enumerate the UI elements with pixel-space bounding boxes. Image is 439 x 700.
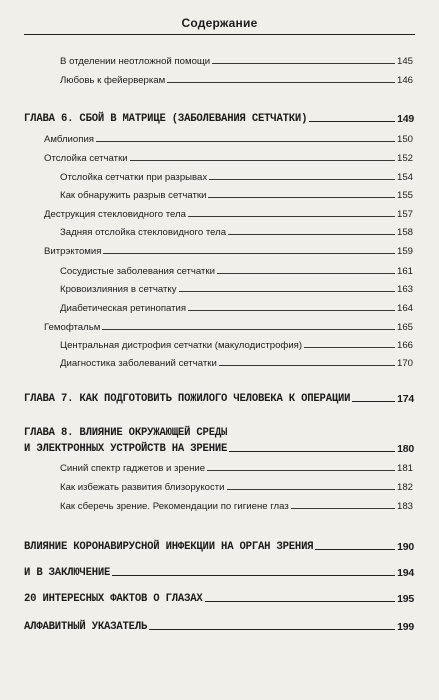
toc-chapter	[24, 393, 414, 405]
toc-entry-title: Витрэктомия	[44, 246, 102, 257]
toc-chapter-title: ГЛАВА 7. КАК ПОДГОТОВИТЬ ПОЖИЛОГО ЧЕЛОВЕКА К ОПЕРАЦИИ	[24, 393, 351, 405]
page-title: Содержание	[181, 16, 258, 30]
toc-entry-page: 166	[396, 340, 413, 351]
leader-line	[309, 121, 395, 122]
toc-entry-page: 170	[396, 358, 413, 369]
toc-entry-title: Как сберечь зрение. Рекомендации по гигиене глаз	[60, 501, 289, 512]
leader-line	[188, 216, 395, 217]
toc-entry-page: 146	[396, 75, 413, 86]
toc-entry	[60, 75, 413, 86]
toc-entry-title: Диагностика заболеваний сетчатки	[60, 358, 217, 369]
toc-entry	[60, 340, 413, 351]
toc-entry	[60, 501, 413, 512]
toc-entry	[60, 266, 413, 277]
toc-entry-title: Задняя отслойка стекловидного тела	[60, 227, 227, 238]
toc-entry	[60, 303, 413, 314]
toc-chapter-page: 195	[397, 593, 414, 605]
toc-chapter-title: ВЛИЯНИЕ КОРОНАВИРУСНОЙ ИНФЕКЦИИ НА ОРГАН ЗРЕНИЯ	[24, 541, 314, 553]
toc-entry-title: Как избежать развития близорукости	[60, 482, 225, 493]
toc-entry-title: В отделении неотложной помощи	[60, 56, 211, 67]
toc-entry-title: Любовь к фейерверкам	[60, 75, 166, 86]
toc-chapter-page: 199	[397, 621, 414, 633]
toc-entry-title: Как обнаружить разрыв сетчатки	[60, 190, 207, 201]
leader-line	[179, 291, 395, 292]
toc-entry-page: 164	[396, 303, 413, 314]
leader-line	[167, 82, 395, 83]
toc-entry	[60, 358, 413, 369]
toc-entry	[44, 322, 413, 333]
toc-chapter-page: 174	[397, 393, 414, 405]
toc-entry-title: Деструкция стекловидного тела	[44, 209, 186, 220]
toc-entry-page: 145	[396, 56, 413, 67]
toc-chapter-title: ГЛАВА 6. СБОЙ В МАТРИЦЕ (ЗАБОЛЕВАНИЯ СЕТЧАТКИ)	[24, 113, 308, 125]
leader-line	[227, 489, 395, 490]
toc-chapter	[24, 541, 414, 553]
toc-chapter-page: 190	[397, 541, 414, 553]
toc-chapter-title: АЛФАВИТНЫЙ УКАЗАТЕЛЬ	[24, 621, 148, 633]
toc-chapter-title: И В ЗАКЛЮЧЕНИЕ	[24, 567, 111, 579]
leader-line	[207, 470, 395, 471]
toc-entry-title: Гемофтальм	[44, 322, 101, 333]
leader-line	[352, 401, 395, 402]
toc-entry-page: 157	[396, 209, 413, 220]
toc-chapter-title-line1: ГЛАВА 8. ВЛИЯНИЕ ОКРУЖАЮЩЕЙ СРЕДЫ	[24, 427, 228, 439]
toc-entry-page: 183	[396, 501, 413, 512]
leader-line	[304, 347, 395, 348]
leader-line	[103, 253, 395, 254]
toc-chapter	[24, 621, 414, 633]
leader-line	[219, 365, 395, 366]
toc-entry	[60, 463, 413, 474]
toc-entry	[44, 246, 413, 257]
toc-entry	[60, 284, 413, 295]
leader-line	[130, 160, 395, 161]
leader-line	[149, 629, 395, 630]
toc-entry-page: 152	[396, 153, 413, 164]
toc-chapter-page: 180	[397, 443, 414, 455]
leader-line	[96, 141, 395, 142]
toc-chapter	[24, 567, 414, 579]
toc-entry-page: 182	[396, 482, 413, 493]
toc-entry-title: Амблиопия	[44, 134, 94, 145]
leader-line	[102, 329, 395, 330]
leader-line	[291, 508, 395, 509]
toc-entry	[60, 190, 413, 201]
toc-chapter-page: 149	[397, 113, 414, 125]
toc-entry	[44, 134, 413, 145]
leader-line	[188, 310, 395, 311]
toc-entry-title: Отслойка сетчатки при разрывах	[60, 172, 208, 183]
leader-line	[228, 234, 395, 235]
toc-entry-page: 154	[396, 172, 413, 183]
leader-line	[208, 197, 395, 198]
toc-chapter-title: 20 ИНТЕРЕСНЫХ ФАКТОВ О ГЛАЗАХ	[24, 593, 203, 605]
toc-entry-title: Диабетическая ретинопатия	[60, 303, 187, 314]
toc-entry-page: 163	[396, 284, 413, 295]
toc-entry-page: 158	[396, 227, 413, 238]
leader-line	[229, 451, 395, 452]
toc-entry-page: 150	[396, 134, 413, 145]
toc-entry	[44, 153, 413, 164]
toc-entry-page: 165	[396, 322, 413, 333]
leader-line	[209, 179, 395, 180]
toc-chapter	[24, 113, 414, 125]
toc-entry-page: 159	[396, 246, 413, 257]
toc-entry-title: Кровоизлияния в сетчатку	[60, 284, 177, 295]
toc-chapter-title: И ЭЛЕКТРОННЫХ УСТРОЙСТВ НА ЗРЕНИЕ	[24, 443, 228, 455]
toc-entry	[60, 56, 413, 67]
toc-entry-title: Центральная дистрофия сетчатки (макулодистрофия)	[60, 340, 303, 351]
toc-entry-page: 155	[396, 190, 413, 201]
toc-entry-page: 181	[396, 463, 413, 474]
toc-chapter-page: 194	[397, 567, 414, 579]
toc-entry-title: Синий спектр гаджетов и зрение	[60, 463, 206, 474]
leader-line	[112, 575, 395, 576]
leader-line	[212, 63, 395, 64]
toc-chapter	[24, 593, 414, 605]
leader-line	[205, 601, 396, 602]
leader-line	[315, 549, 395, 550]
leader-line	[217, 273, 395, 274]
toc-entry-title: Сосудистые заболевания сетчатки	[60, 266, 215, 277]
toc-entry-page: 161	[396, 266, 413, 277]
toc-entry	[60, 172, 413, 183]
toc-chapter	[24, 443, 414, 455]
toc-entry	[44, 209, 413, 220]
toc-entry	[60, 482, 413, 493]
toc-entry	[60, 227, 413, 238]
toc-entry-title: Отслойка сетчатки	[44, 153, 128, 164]
